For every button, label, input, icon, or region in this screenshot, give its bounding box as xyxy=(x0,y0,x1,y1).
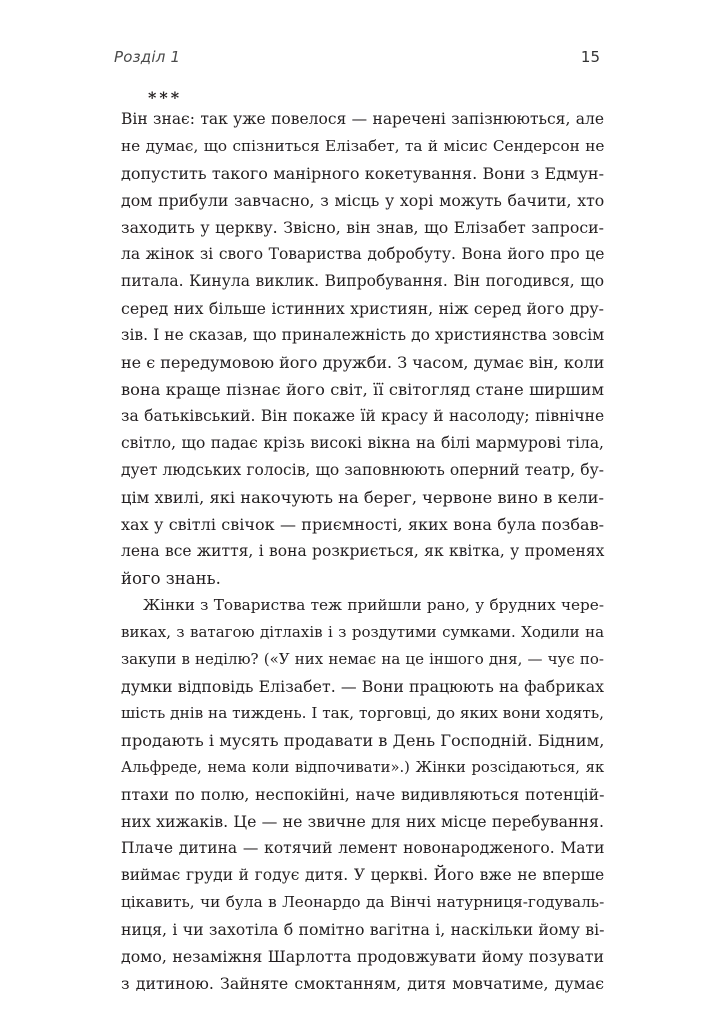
text-line: Він знає: так уже повелося — наречені запізнюються, але xyxy=(121,110,604,128)
text-line: Жінки з Товариства теж прийшли рано, у брудних чере- xyxy=(143,596,604,614)
text-line: за батьківський. Він покаже їй красу й насолоду; північне xyxy=(121,407,605,425)
body-text xyxy=(121,106,604,997)
text-line: них хижаків. Це — не звичне для них місце перебування. xyxy=(121,812,604,831)
text-line: виках, з ватагою дітлахів і з роздутими сумками. Ходили на xyxy=(121,623,605,641)
text-line: шість днів на тиждень. І так, торговці, до яких вони ходять, xyxy=(121,704,605,722)
text-line: закупи в неділю? («У них немає на це іншого дня, — чує по- xyxy=(121,650,604,668)
text-line: Плаче дитина — котячий лемент новонародженого. Мати xyxy=(121,839,605,857)
text-line: питала. Кинула виклик. Випробування. Він погодився, що xyxy=(121,272,605,290)
text-line: продають і мусять продавати в День Господній. Бідним, xyxy=(121,731,605,750)
section-separator: *** xyxy=(148,88,183,107)
text-line: його знань. xyxy=(121,569,221,588)
chapter-running-head: Розділ 1 xyxy=(114,48,181,66)
page-number: 15 xyxy=(580,48,600,66)
text-line: серед них більше істинних християн, ніж серед його дру- xyxy=(121,299,604,318)
text-line: дует людських голосів, що заповнюють оперний театр, бу- xyxy=(121,461,604,479)
text-line: птахи по полю, неспокійні, наче видивляються потенцій- xyxy=(121,785,605,804)
text-line: вона краще пізнає його світ, її світогляд стане ширшим xyxy=(121,380,604,399)
text-line: заходить у церкву. Звісно, він знав, що Елізабет запроси- xyxy=(121,218,604,237)
text-line: світло, що падає крізь високі вікна на білі мармурові тіла, xyxy=(121,434,604,452)
text-line: Альфреде, нема коли відпочивати».) Жінки розсідаються, як xyxy=(121,759,605,776)
text-line: з дитиною. Зайняте смоктанням, дитя мовчатиме, думає xyxy=(121,974,605,993)
text-line: допустить такого манірного кокетування. Вони з Едмун- xyxy=(121,164,604,183)
text-line: лена все життя, і вона розкриється, як квітка, у променях xyxy=(121,542,605,560)
text-line: зів. І не сказав, що приналежність до християнства зовсім xyxy=(121,326,605,344)
text-line: хах у світлі свічок — приємності, яких вона була позбав- xyxy=(121,515,604,534)
text-line: домо, незаміжня Шарлотта продовжувати йому позувати xyxy=(121,947,604,966)
text-line: ниця, і чи захотіла б помітно вагітна і, наскільки йому ві- xyxy=(121,920,605,939)
text-line: виймає груди й годує дитя. У церкві. Його вже не вперше xyxy=(121,866,605,884)
text-line: цікавить, чи була в Леонардо да Вінчі натурниця-годуваль- xyxy=(121,893,605,911)
text-line: ла жінок зі свого Товариства добробуту. Вона його про це xyxy=(121,245,605,263)
text-line: цім хвилі, які накочують на берег, червоне вино в кели- xyxy=(121,488,604,507)
text-line: дом прибули завчасно, з місць у хорі можуть бачити, хто xyxy=(121,191,605,210)
text-line: не думає, що спізниться Елізабет, та й місис Сендерсон не xyxy=(121,137,605,155)
text-line: думки відповідь Елізабет. — Вони працюють на фабриках xyxy=(121,677,604,696)
text-line: не є передумовою його дружби. З часом, думає він, коли xyxy=(121,353,605,372)
